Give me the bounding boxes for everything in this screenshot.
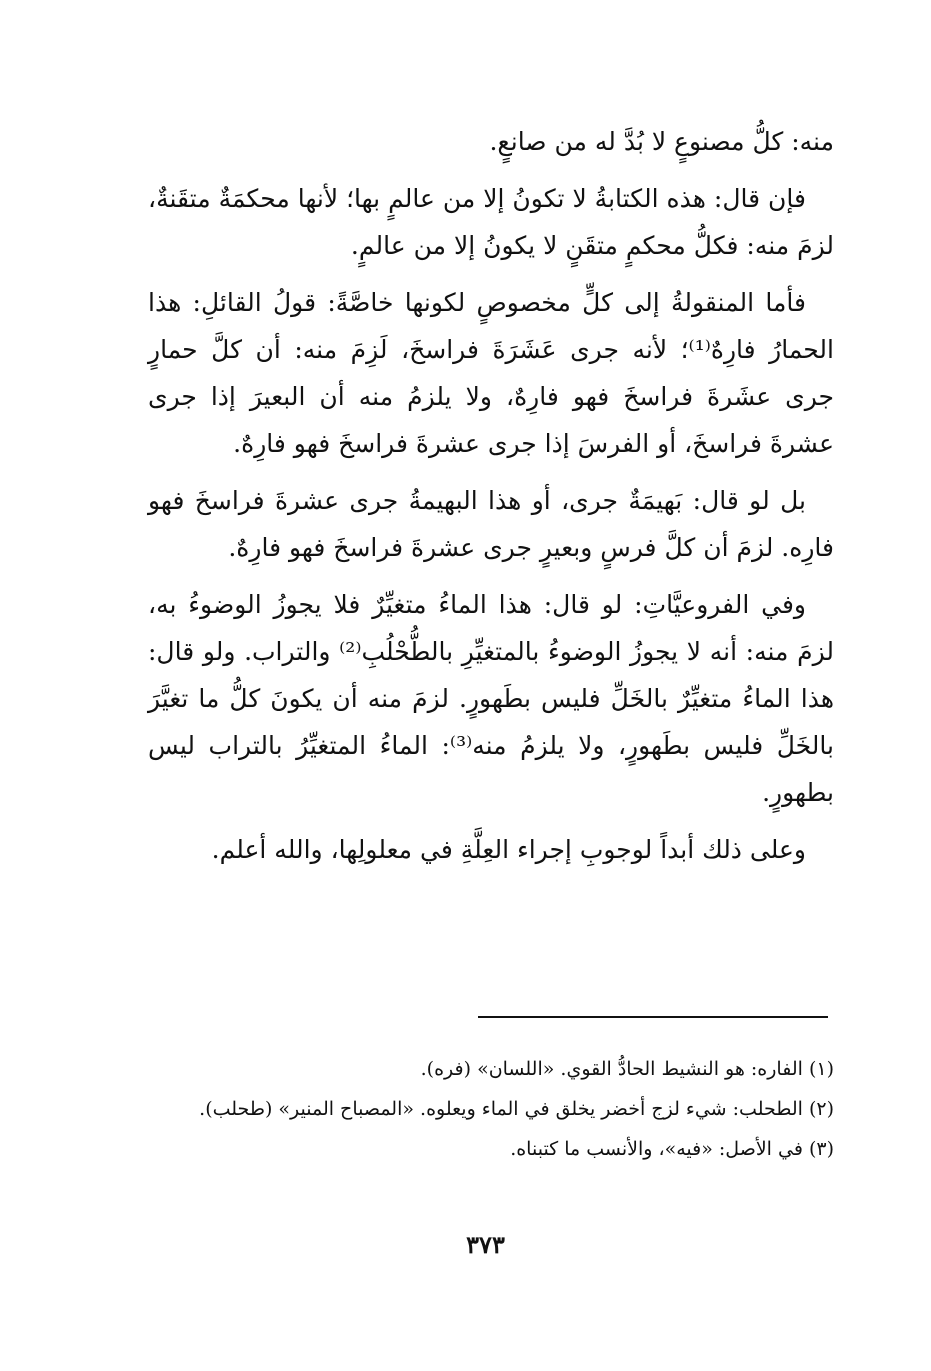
paragraph: فإن قال: هذه الكتابةُ لا تكونُ إلا من عالمٍ بها؛ لأنها محكمَةٌ متقَنةٌ، لزمَ منه: فكلُّ محكمٍ متقَنٍ لا يكونُ إلا من عالمٍ. [148, 184, 834, 260]
footnote: (٣) في الأصل: «فيه»، والأنسب ما كتبناه. [510, 1138, 834, 1160]
paragraph: منه: كلُّ مصنوعٍ لا بُدَّ له من صانعٍ. [489, 127, 834, 156]
footnote-separator [478, 1016, 828, 1018]
page-number: ٣٧٣ [466, 1230, 505, 1259]
main-text [148, 118, 834, 883]
footnotes [148, 1050, 834, 1170]
paragraph: فأما المنقولةُ إلى كلٍّ مخصوصٍ لكونها خاصَّةً: قولُ القائلِ: هذا الحمارُ فارِهٌ⁽¹⁾؛ لأنه جرى عَشَرَةَ فراسخَ، لَزِمَ منه: أن كلَّ حمارٍ جرى عشَرةَ فراسخَ فهو فارِهٌ، ولا يلزمُ منه أن البعيرَ إذا جرى عشرةَ فراسخَ، أو الفرسَ إذا جرى عشرةَ فراسخَ فهو فارِهٌ. [148, 288, 834, 458]
paragraph: وفي الفروعيَّاتِ: لو قال: هذا الماءُ متغيِّرٌ فلا يجوزُ الوضوءُ به، لزمَ منه: أنه لا يجوزُ الوضوءُ بالمتغيِّرِ بالطُّحْلُبِ⁽²⁾ والتراب. ولو قال: هذا الماءُ متغيِّرٌ بالخَلِّ فليس بطَهورٍ. لزمَ منه أن يكونَ كلُّ ما تغيَّرَ بالخَلِّ فليس بطَهورٍ، ولا يلزمُ منه⁽³⁾: الماءُ المتغيِّرُ بالتراب ليس بطهورٍ. [148, 590, 834, 807]
footnote: (١) الفاره: هو النشيط الحادُّ القوي. «اللسان» (فره). [420, 1058, 834, 1080]
paragraph: وعلى ذلك أبداً لوجوبِ إجراء العِلَّةِ في معلولِها، والله أعلم. [211, 835, 806, 864]
footnote: (٢) الطحلب: شيء لزج أخضر يخلق في الماء ويعلوه. «المصباح المنير» (طحلب). [199, 1098, 834, 1120]
paragraph: بل لو قال: بَهيمَةٌ جرى، أو هذا البهيمةُ جرى عشرةَ فراسخَ فهو فارِه. لزمَ أن كلَّ فرسٍ وبعيرٍ جرى عشرةَ فراسخَ فهو فارِهٌ. [148, 486, 834, 562]
